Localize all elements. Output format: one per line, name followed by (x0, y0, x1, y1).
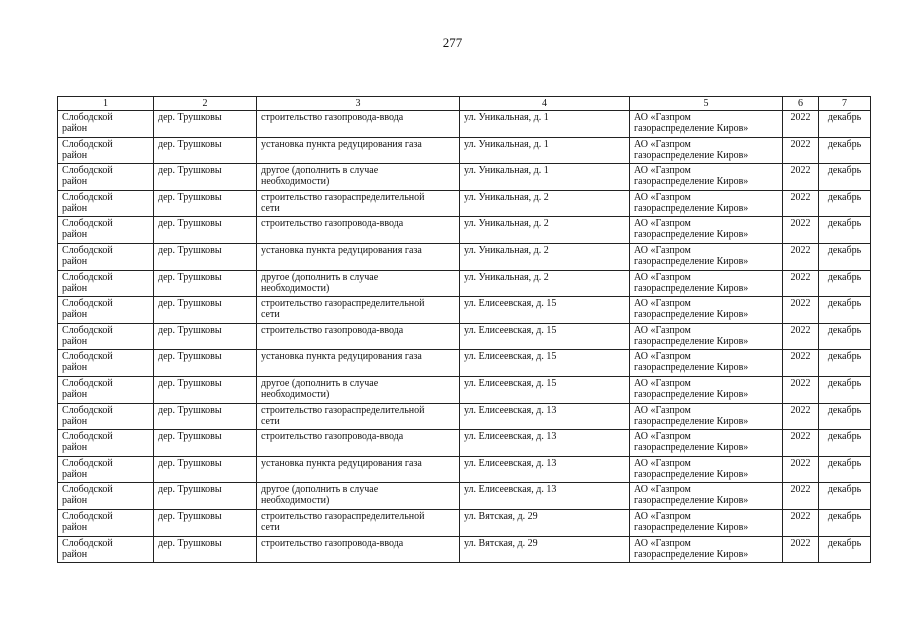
table-row (58, 270, 871, 297)
cell-line: необходимости) (261, 176, 330, 188)
cell-line: Слободской (62, 138, 113, 150)
cell-line: АО «Газпром (634, 351, 691, 363)
cell-line: строительство газопровода-ввода (261, 218, 404, 230)
column-header: 1 (58, 97, 154, 111)
column-header: 3 (257, 97, 460, 111)
organization-cell (630, 111, 783, 138)
settlement-cell: дер. Трушковы (154, 323, 257, 350)
cell-line: АО «Газпром (634, 191, 691, 203)
work-type-cell (257, 403, 460, 430)
cell-line: АО «Газпром (634, 510, 691, 522)
work-type-cell (257, 297, 460, 324)
cell-line: АО «Газпром (634, 404, 691, 416)
district-cell (58, 350, 154, 377)
address-cell: ул. Уникальная, д. 1 (460, 164, 630, 191)
organization-cell (630, 297, 783, 324)
cell-line: район (62, 149, 88, 161)
table-body (58, 111, 871, 563)
cell-line: строительство газораспределительной (261, 510, 425, 522)
cell-line: газораспределение Киров» (634, 548, 749, 560)
table-row (58, 376, 871, 403)
column-header: 5 (630, 97, 783, 111)
table-row (58, 403, 871, 430)
year-cell: 2022 (783, 456, 819, 483)
table-row (58, 111, 871, 138)
district-cell (58, 430, 154, 457)
cell-line: необходимости) (261, 495, 330, 507)
organization-cell (630, 350, 783, 377)
cell-line: АО «Газпром (634, 431, 691, 443)
settlement-cell: дер. Трушковы (154, 137, 257, 164)
table-row (58, 323, 871, 350)
settlement-cell: дер. Трушковы (154, 111, 257, 138)
cell-line: газораспределение Киров» (634, 362, 749, 374)
district-cell (58, 164, 154, 191)
cell-line: газораспределение Киров» (634, 229, 749, 241)
cell-line: АО «Газпром (634, 457, 691, 469)
district-cell (58, 456, 154, 483)
cell-line: другое (дополнить в случае (261, 271, 379, 283)
column-header: 4 (460, 97, 630, 111)
table-row (58, 190, 871, 217)
cell-line: Слободской (62, 431, 113, 443)
month-cell: декабрь (819, 483, 871, 510)
cell-line: АО «Газпром (634, 484, 691, 496)
cell-line: газораспределение Киров» (634, 202, 749, 214)
cell-line: необходимости) (261, 282, 330, 294)
month-cell: декабрь (819, 376, 871, 403)
work-type-cell (257, 190, 460, 217)
cell-line: Слободской (62, 165, 113, 177)
cell-line: строительство газопровода-ввода (261, 537, 404, 549)
cell-line: установка пункта редуцирования газа (261, 138, 422, 150)
settlement-cell: дер. Трушковы (154, 403, 257, 430)
district-cell (58, 190, 154, 217)
year-cell: 2022 (783, 137, 819, 164)
cell-line: газораспределение Киров» (634, 415, 749, 427)
year-cell: 2022 (783, 297, 819, 324)
month-cell: декабрь (819, 243, 871, 270)
settlement-cell: дер. Трушковы (154, 456, 257, 483)
organization-cell (630, 217, 783, 244)
table-row (58, 456, 871, 483)
cell-line: Слободской (62, 191, 113, 203)
organization-cell (630, 430, 783, 457)
cell-line: Слободской (62, 404, 113, 416)
year-cell: 2022 (783, 350, 819, 377)
cell-line: сети (261, 309, 280, 321)
cell-line: АО «Газпром (634, 244, 691, 256)
address-cell: ул. Уникальная, д. 1 (460, 137, 630, 164)
cell-line: АО «Газпром (634, 165, 691, 177)
organization-cell (630, 403, 783, 430)
year-cell: 2022 (783, 217, 819, 244)
cell-line: строительство газораспределительной (261, 404, 425, 416)
cell-line: Слободской (62, 377, 113, 389)
cell-line: газораспределение Киров» (634, 149, 749, 161)
year-cell: 2022 (783, 483, 819, 510)
cell-line: район (62, 335, 88, 347)
address-cell: ул. Вятская, д. 29 (460, 509, 630, 536)
organization-cell (630, 456, 783, 483)
cell-line: строительство газораспределительной (261, 191, 425, 203)
table-row (58, 483, 871, 510)
settlement-cell: дер. Трушковы (154, 270, 257, 297)
month-cell: декабрь (819, 323, 871, 350)
year-cell: 2022 (783, 190, 819, 217)
cell-line: сети (261, 202, 280, 214)
table-row (58, 430, 871, 457)
address-cell: ул. Елисеевская, д. 15 (460, 297, 630, 324)
cell-line: газораспределение Киров» (634, 495, 749, 507)
settlement-cell: дер. Трушковы (154, 509, 257, 536)
month-cell: декабрь (819, 164, 871, 191)
cell-line: район (62, 123, 88, 134)
settlement-cell: дер. Трушковы (154, 217, 257, 244)
month-cell: декабрь (819, 190, 871, 217)
work-type-cell (257, 270, 460, 297)
cell-line: Слободской (62, 484, 113, 496)
address-cell: ул. Елисеевская, д. 15 (460, 323, 630, 350)
organization-cell (630, 270, 783, 297)
cell-line: другое (дополнить в случае (261, 377, 379, 389)
settlement-cell: дер. Трушковы (154, 430, 257, 457)
year-cell: 2022 (783, 376, 819, 403)
work-type-cell (257, 536, 460, 563)
cell-line: установка пункта редуцирования газа (261, 244, 422, 256)
address-cell: ул. Уникальная, д. 2 (460, 270, 630, 297)
month-cell: декабрь (819, 137, 871, 164)
settlement-cell: дер. Трушковы (154, 164, 257, 191)
work-type-cell (257, 483, 460, 510)
year-cell: 2022 (783, 243, 819, 270)
settlement-cell: дер. Трушковы (154, 350, 257, 377)
address-cell: ул. Вятская, д. 29 (460, 536, 630, 563)
cell-line: район (62, 176, 88, 188)
work-type-cell (257, 243, 460, 270)
table-row (58, 164, 871, 191)
address-cell: ул. Елисеевская, д. 15 (460, 376, 630, 403)
address-cell: ул. Уникальная, д. 2 (460, 190, 630, 217)
table-row (58, 217, 871, 244)
organization-cell (630, 164, 783, 191)
cell-line: другое (дополнить в случае (261, 165, 379, 177)
organization-cell (630, 323, 783, 350)
year-cell: 2022 (783, 509, 819, 536)
cell-line: Слободской (62, 324, 113, 336)
month-cell: декабрь (819, 536, 871, 563)
month-cell: декабрь (819, 403, 871, 430)
organization-cell (630, 190, 783, 217)
year-cell: 2022 (783, 323, 819, 350)
page-number: 277 (442, 35, 463, 50)
month-cell: декабрь (819, 509, 871, 536)
cell-line: газораспределение Киров» (634, 468, 749, 480)
table-row (58, 536, 871, 563)
cell-line: район (62, 468, 88, 480)
settlement-cell: дер. Трушковы (154, 297, 257, 324)
month-cell: декабрь (819, 111, 871, 138)
cell-line: Слободской (62, 537, 113, 549)
cell-line: Слободской (62, 457, 113, 469)
year-cell: 2022 (783, 403, 819, 430)
cell-line: газораспределение Киров» (634, 309, 749, 321)
cell-line: Слободской (62, 112, 113, 123)
address-cell: ул. Елисеевская, д. 15 (460, 350, 630, 377)
cell-line: район (62, 362, 88, 374)
cell-line: строительство газопровода-ввода (261, 112, 404, 123)
cell-line: сети (261, 415, 280, 427)
organization-cell (630, 376, 783, 403)
month-cell: декабрь (819, 430, 871, 457)
cell-line: АО «Газпром (634, 112, 691, 123)
work-type-cell (257, 323, 460, 350)
cell-line: район (62, 442, 88, 454)
work-type-cell (257, 111, 460, 138)
settlement-cell: дер. Трушковы (154, 376, 257, 403)
column-header: 2 (154, 97, 257, 111)
cell-line: газораспределение Киров» (634, 442, 749, 454)
work-type-cell (257, 509, 460, 536)
table-row (58, 137, 871, 164)
cell-line: район (62, 282, 88, 294)
year-cell: 2022 (783, 164, 819, 191)
address-cell: ул. Уникальная, д. 1 (460, 111, 630, 138)
cell-line: газораспределение Киров» (634, 521, 749, 533)
month-cell: декабрь (819, 456, 871, 483)
cell-line: Слободской (62, 244, 113, 256)
table-row (58, 509, 871, 536)
header-row (58, 97, 871, 111)
cell-line: строительство газораспределительной (261, 298, 425, 310)
district-cell (58, 323, 154, 350)
year-cell: 2022 (783, 430, 819, 457)
month-cell: декабрь (819, 270, 871, 297)
cell-line: газораспределение Киров» (634, 335, 749, 347)
cell-line: Слободской (62, 271, 113, 283)
cell-line: район (62, 521, 88, 533)
month-cell: декабрь (819, 217, 871, 244)
cell-line: АО «Газпром (634, 138, 691, 150)
address-cell: ул. Елисеевская, д. 13 (460, 483, 630, 510)
cell-line: район (62, 548, 88, 560)
table-row (58, 297, 871, 324)
cell-line: район (62, 255, 88, 267)
cell-line: АО «Газпром (634, 377, 691, 389)
district-cell (58, 297, 154, 324)
month-cell: декабрь (819, 297, 871, 324)
district-cell (58, 243, 154, 270)
cell-line: Слободской (62, 351, 113, 363)
settlement-cell: дер. Трушковы (154, 483, 257, 510)
table-row (58, 350, 871, 377)
work-type-cell (257, 456, 460, 483)
settlement-cell: дер. Трушковы (154, 190, 257, 217)
address-cell: ул. Уникальная, д. 2 (460, 217, 630, 244)
cell-line: Слободской (62, 298, 113, 310)
work-type-cell (257, 164, 460, 191)
cell-line: Слободской (62, 218, 113, 230)
year-cell: 2022 (783, 111, 819, 138)
organization-cell (630, 483, 783, 510)
work-type-cell (257, 430, 460, 457)
district-cell (58, 270, 154, 297)
work-type-cell (257, 217, 460, 244)
settlement-cell: дер. Трушковы (154, 536, 257, 563)
cell-line: АО «Газпром (634, 271, 691, 283)
cell-line: другое (дополнить в случае (261, 484, 379, 496)
district-cell (58, 376, 154, 403)
organization-cell (630, 509, 783, 536)
settlement-cell: дер. Трушковы (154, 243, 257, 270)
district-cell (58, 217, 154, 244)
year-cell: 2022 (783, 270, 819, 297)
cell-line: АО «Газпром (634, 537, 691, 549)
district-cell (58, 137, 154, 164)
cell-line: строительство газопровода-ввода (261, 324, 404, 336)
organization-cell (630, 536, 783, 563)
district-cell (58, 111, 154, 138)
cell-line: газораспределение Киров» (634, 123, 749, 134)
cell-line: АО «Газпром (634, 218, 691, 230)
column-header: 7 (819, 97, 871, 111)
cell-line: газораспределение Киров» (634, 282, 749, 294)
organization-cell (630, 137, 783, 164)
cell-line: строительство газопровода-ввода (261, 431, 404, 443)
address-cell: ул. Елисеевская, д. 13 (460, 403, 630, 430)
address-cell: ул. Елисеевская, д. 13 (460, 430, 630, 457)
cell-line: газораспределение Киров» (634, 255, 749, 267)
cell-line: сети (261, 521, 280, 533)
month-cell: декабрь (819, 350, 871, 377)
data-table (57, 96, 871, 563)
address-cell: ул. Елисеевская, д. 13 (460, 456, 630, 483)
cell-line: установка пункта редуцирования газа (261, 457, 422, 469)
work-type-cell (257, 137, 460, 164)
table-row (58, 243, 871, 270)
cell-line: район (62, 415, 88, 427)
cell-line: АО «Газпром (634, 298, 691, 310)
district-cell (58, 403, 154, 430)
cell-line: газораспределение Киров» (634, 388, 749, 400)
cell-line: Слободской (62, 510, 113, 522)
cell-line: необходимости) (261, 388, 330, 400)
organization-cell (630, 243, 783, 270)
cell-line: установка пункта редуцирования газа (261, 351, 422, 363)
address-cell: ул. Уникальная, д. 2 (460, 243, 630, 270)
year-cell: 2022 (783, 536, 819, 563)
district-cell (58, 536, 154, 563)
cell-line: район (62, 309, 88, 321)
column-header: 6 (783, 97, 819, 111)
district-cell (58, 509, 154, 536)
cell-line: район (62, 388, 88, 400)
cell-line: район (62, 229, 88, 241)
cell-line: АО «Газпром (634, 324, 691, 336)
cell-line: газораспределение Киров» (634, 176, 749, 188)
cell-line: район (62, 495, 88, 507)
cell-line: район (62, 202, 88, 214)
work-type-cell (257, 350, 460, 377)
work-type-cell (257, 376, 460, 403)
district-cell (58, 483, 154, 510)
